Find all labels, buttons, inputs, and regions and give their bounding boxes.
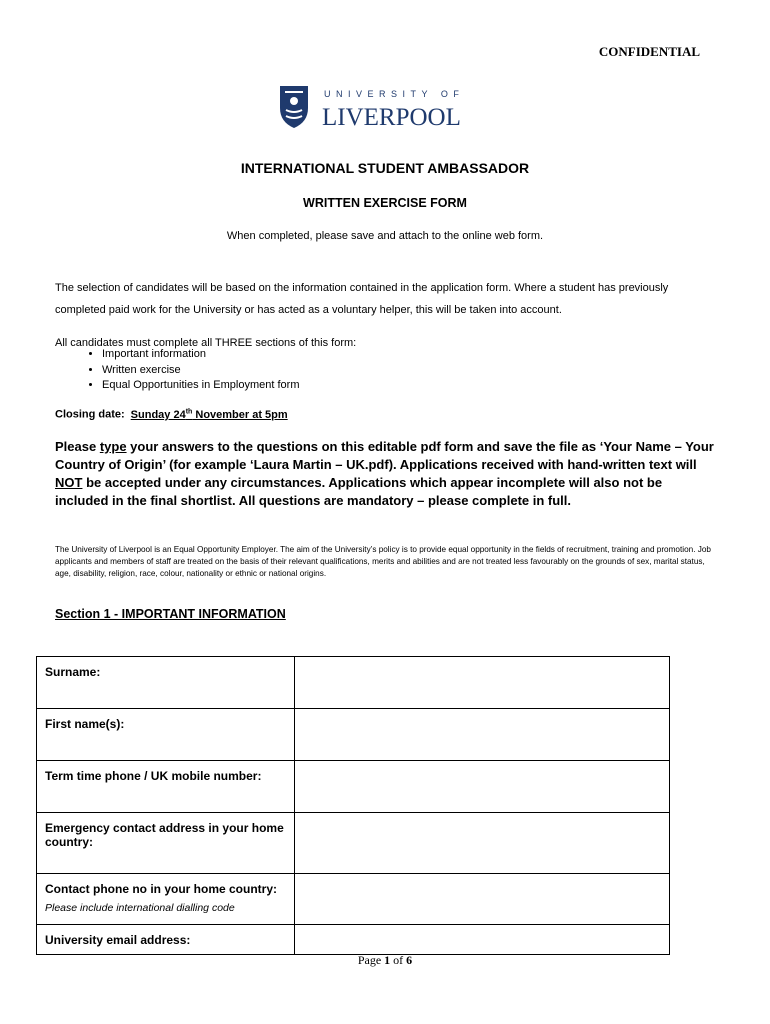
sections-intro: All candidates must complete all THREE sections of this form:	[55, 337, 357, 349]
home-phone-field[interactable]	[295, 874, 670, 925]
closing-date-value: Sunday 24th November at 5pm	[130, 408, 288, 421]
table-row	[37, 813, 670, 874]
section1-heading: Section 1 - IMPORTANT INFORMATION	[55, 607, 286, 621]
list-item: • Written exercise	[102, 363, 299, 379]
logo-line1: UNIVERSITY OF	[324, 89, 465, 99]
typing-instructions: Please type your answers to the questions on this editable pdf form and save the file as ‘Your Name – Your Country of Origin’ (for example ‘Laura Martin – UK.pdf). Applications received with hand-written text will NOT be accepted under any circumstances. Applications which appear incomplete will also not be included in the final shortlist. All questions are mandatory – please complete in full.	[55, 439, 714, 508]
table-row	[37, 925, 670, 955]
emergency-address-label: Emergency contact address in your home country:	[37, 813, 295, 874]
form-title: INTERNATIONAL STUDENT AMBASSADOR	[240, 160, 530, 176]
table-row	[37, 709, 670, 761]
phone-label: Term time phone / UK mobile number:	[37, 761, 295, 813]
university-logo	[278, 84, 478, 130]
table-row	[37, 657, 670, 709]
home-phone-hint: Please include international dialling code	[45, 902, 235, 914]
sections-list	[75, 347, 299, 394]
logo-line2: LIVERPOOL	[322, 104, 461, 130]
email-label: University email address:	[37, 925, 295, 955]
first-name-label: First name(s):	[37, 709, 295, 761]
surname-label: Surname:	[37, 657, 295, 709]
table-row	[37, 874, 670, 925]
emergency-address-field[interactable]	[295, 813, 670, 874]
not-emphasis: NOT	[55, 475, 83, 490]
closing-date	[55, 408, 288, 421]
list-item: • Important information	[102, 347, 299, 363]
important-info-table	[36, 656, 670, 955]
type-emphasis: type	[99, 439, 127, 454]
surname-field[interactable]	[295, 657, 670, 709]
table-row	[37, 761, 670, 813]
form-subtitle: WRITTEN EXERCISE FORM	[303, 196, 467, 210]
confidential-label: CONFIDENTIAL	[598, 44, 700, 59]
equal-opportunity-statement: The University of Liverpool is an Equal Opportunity Employer. The aim of the University’s policy is to provide equal opportunity in the fields of recruitment, training and promotion. Job applicants and members of staff are treated on the basis of their relevant qualifications, merits and abilities and are not treated less favourably on the grounds of sex, marital status, age, disability, religion, race, colour, nationality or ethnic or national origins.	[55, 545, 711, 579]
selection-paragraph: The selection of candidates will be based on the information contained in the application form. Where a student has previously completed paid work for the University or has acted as a voluntary helper, this will be taken into account.	[55, 282, 669, 316]
email-field[interactable]	[295, 925, 670, 955]
home-phone-label: Contact phone no in your home country: Please include international dialling code	[37, 874, 295, 925]
list-item: • Equal Opportunities in Employment form	[102, 378, 299, 394]
crest-icon	[280, 86, 308, 128]
instruction-text: When completed, please save and attach to the online web form.	[226, 230, 544, 242]
phone-field[interactable]	[295, 761, 670, 813]
page-number: Page 1 of 6	[357, 953, 413, 967]
closing-date-label: Closing date:	[55, 408, 125, 421]
first-name-field[interactable]	[295, 709, 670, 761]
